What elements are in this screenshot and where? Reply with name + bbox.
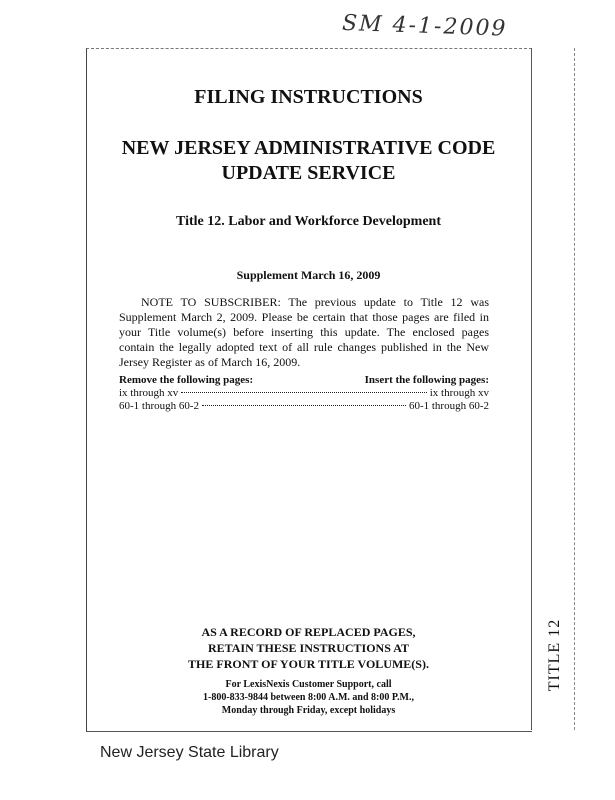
support-line-1: For LexisNexis Customer Support, call [225,679,392,690]
table-row [119,387,489,400]
code-heading [86,136,531,186]
handwritten-date-note: SM 4-1-2009 [341,10,508,42]
insert-header: Insert the following pages: [364,374,489,386]
code-heading-line-1: NEW JERSEY ADMINISTRATIVE CODE [121,137,496,159]
record-line-1: AS A RECORD OF REPLACED PAGES, [201,625,416,639]
insert-pages: 60-1 through 60-2 [408,400,489,412]
record-line-3: THE FRONT OF YOUR TITLE VOLUME(S). [188,657,429,671]
library-stamp: New Jersey State Library [100,744,279,761]
title-tab-text: TITLE 12 [546,618,564,692]
code-heading-line-2: UPDATE SERVICE [221,162,396,184]
supplement-date: Supplement March 16, 2009 [236,268,381,282]
remove-pages: 60-1 through 60-2 [119,400,200,412]
page-title: FILING INSTRUCTIONS [194,86,423,108]
customer-support [86,678,531,717]
record-line-2: RETAIN THESE INSTRUCTIONS AT [207,641,410,655]
subscriber-note: NOTE TO SUBSCRIBER: The previous update to Title 12 was Supplement March 2, 2009. Please be certain that those pages are filed in your Title volume(s) before inserting this update. The enclosed pages contain the legally adopted text of all rule changes published in the New Jersey Register as of March 16, 2009. [119,295,489,369]
title-tab-label [535,605,575,705]
title-subject: Title 12. Labor and Workforce Development [176,214,441,229]
insert-pages: ix through xv [429,387,489,399]
pages-table [119,374,489,413]
table-row [119,400,489,413]
record-instructions [86,624,531,672]
remove-pages: ix through xv [119,387,179,399]
support-line-2: 1-800-833-9844 between 8:00 A.M. and 8:00 P.M., [202,692,414,703]
remove-header: Remove the following pages: [119,374,254,386]
support-line-3: Monday through Friday, except holidays [221,705,396,716]
dot-leader [202,405,406,406]
pages-table-header [119,374,489,387]
dot-leader [181,392,426,393]
